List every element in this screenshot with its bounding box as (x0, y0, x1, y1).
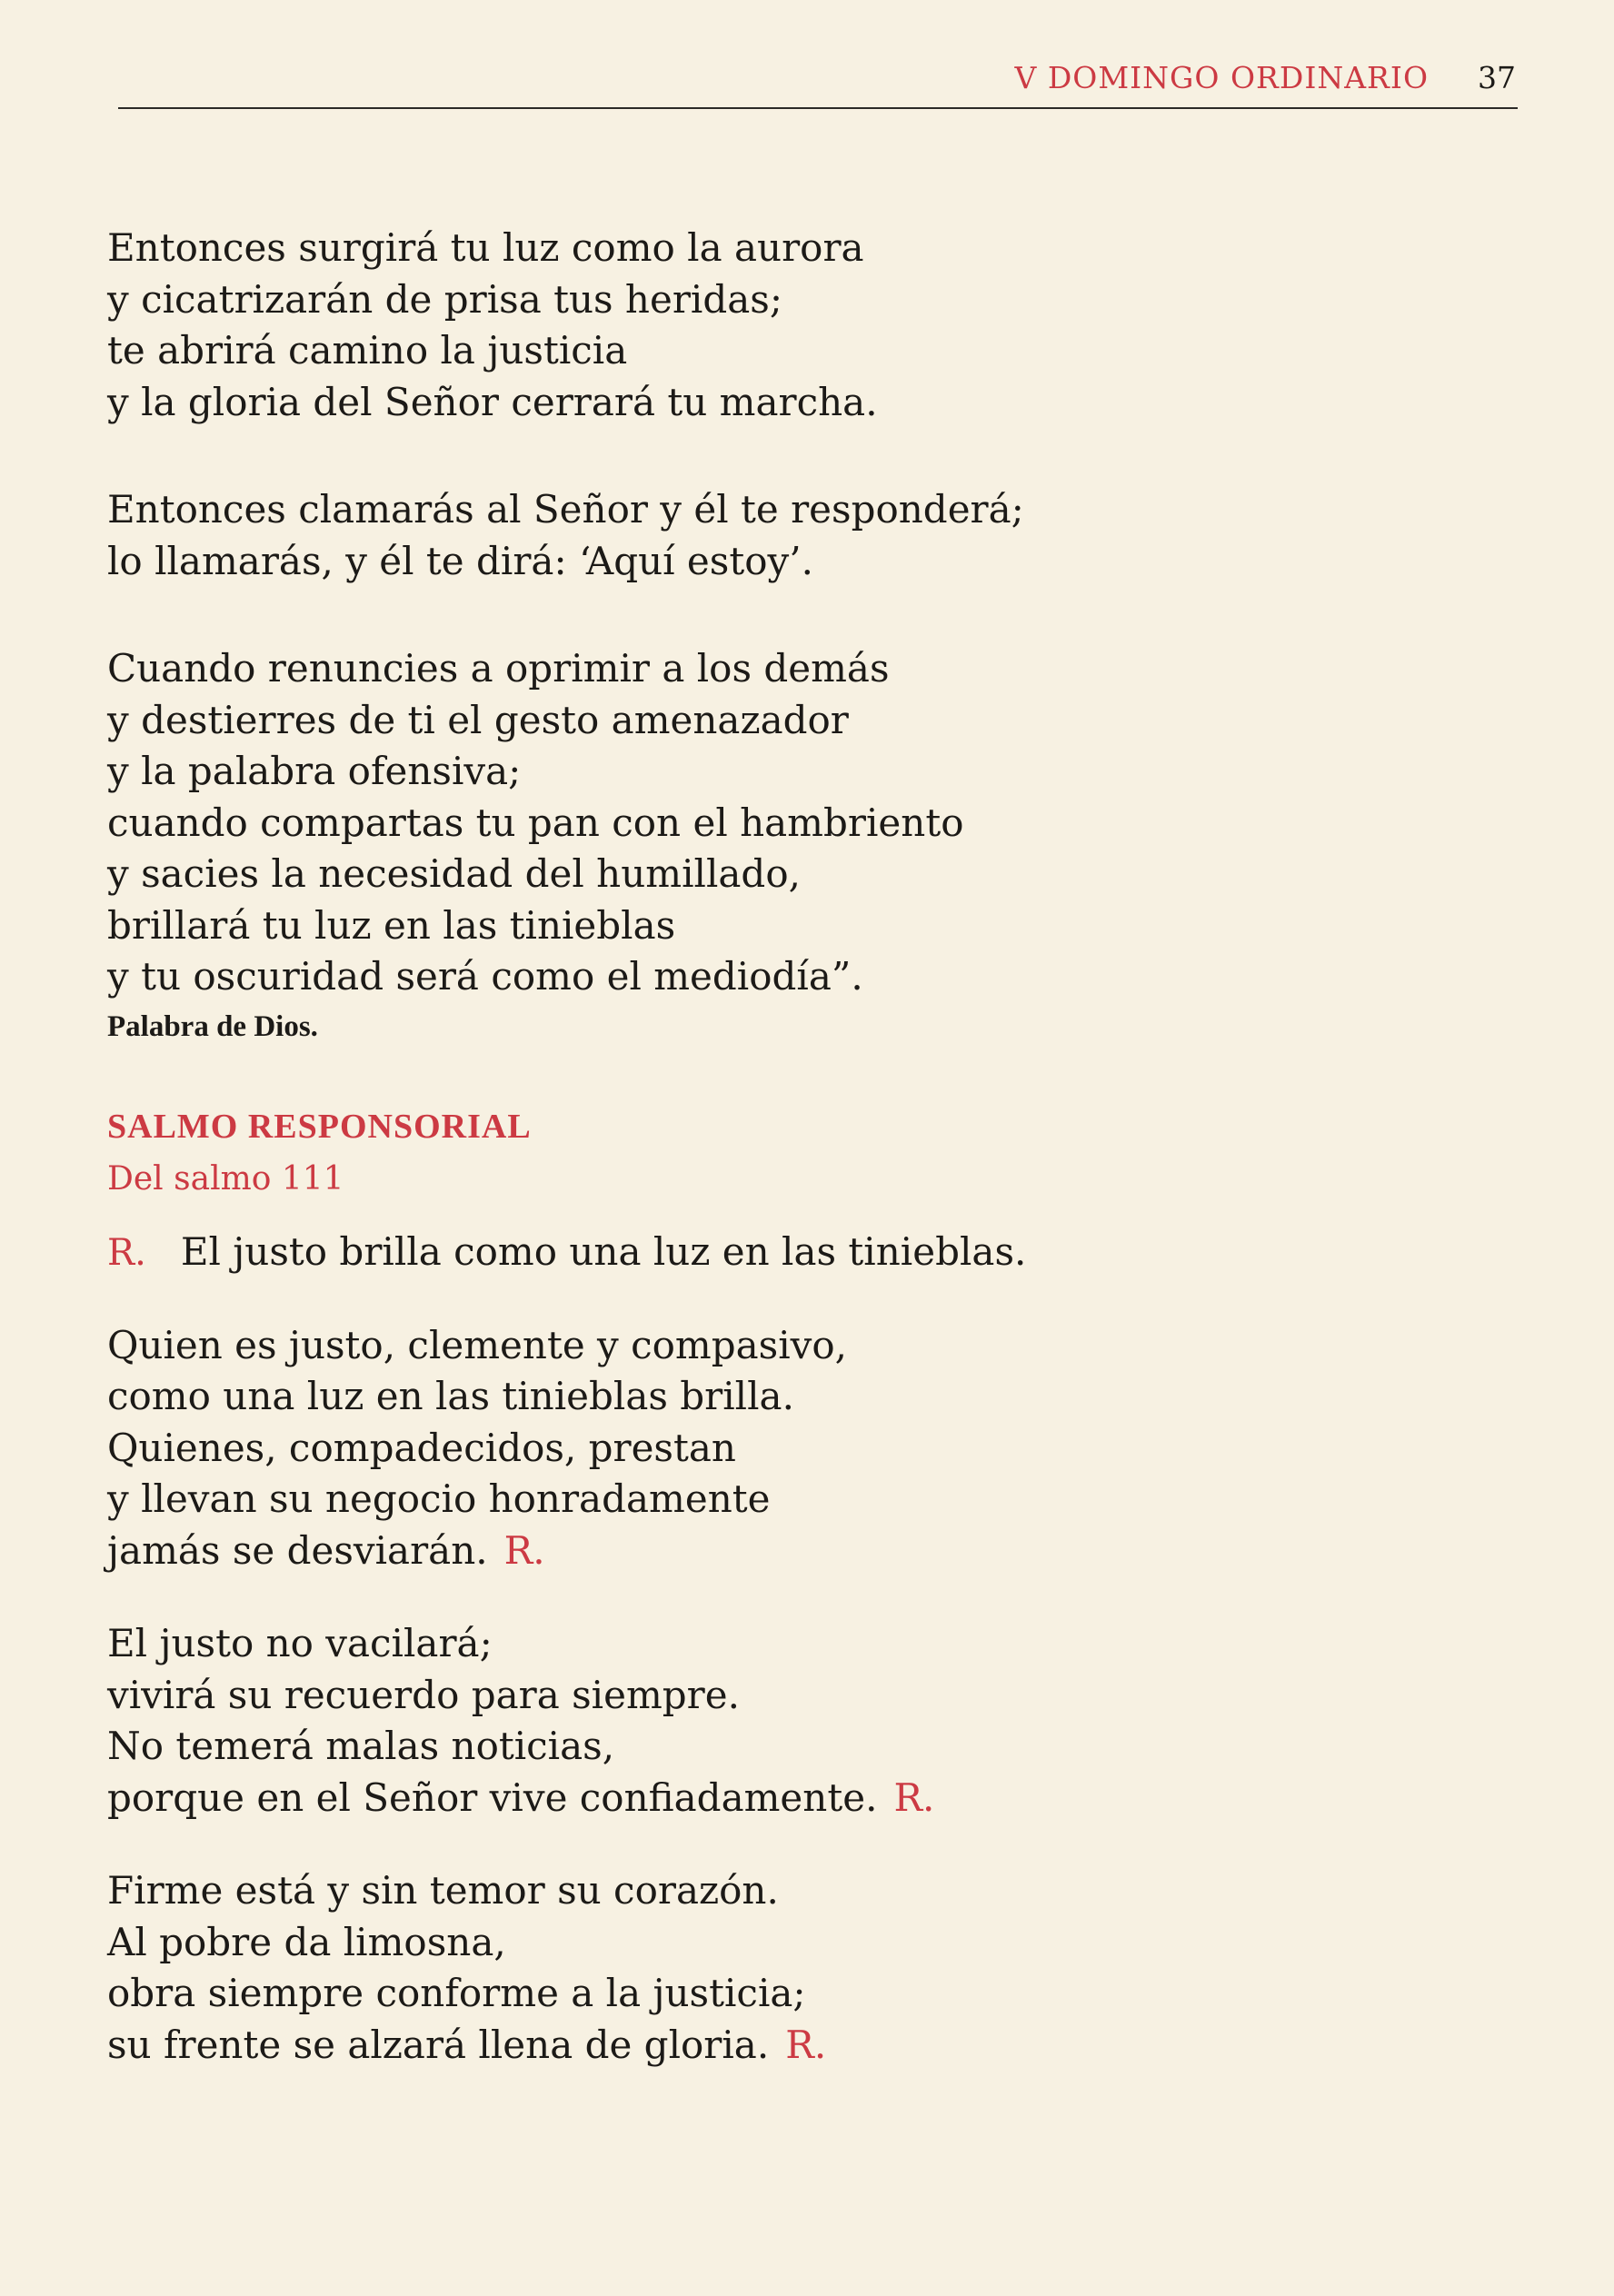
reading-line: te abrirá camino la justicia (107, 328, 628, 373)
psalm-line-text: jamás se desviarán. (107, 1527, 488, 1573)
page-content (107, 223, 1525, 2071)
psalm-line (107, 1526, 1525, 1577)
reading-line: Cuando renuncies a oprimir a los demás (107, 646, 890, 691)
psalm-stanza-1 (107, 1320, 1525, 1577)
reading-stanza-1 (107, 223, 1525, 428)
psalm-line: No temerá malas noticias, (107, 1724, 615, 1768)
psalm-line: Quienes, compadecidos, prestan (107, 1425, 736, 1470)
psalm-line: El justo no vacilará; (107, 1621, 493, 1665)
reading-stanza-2 (107, 484, 1525, 587)
psalm-stanza-2 (107, 1618, 1525, 1824)
psalm-line: Firme está y sin temor su corazón. (107, 1868, 779, 1913)
reading-stanza-3 (107, 643, 1525, 1003)
psalm-line: como una luz en las tinieblas brilla. (107, 1374, 794, 1418)
psalm-line (107, 1773, 1525, 1824)
reading-line: y destierres de ti el gesto amenazador (107, 697, 849, 742)
psalm-line (107, 2020, 1525, 2072)
psalm-line: obra siempre conforme a la justicia; (107, 1971, 806, 2015)
reading-line: Entonces clamarás al Señor y él te responderá; (107, 487, 1024, 532)
page-header (118, 60, 1518, 109)
reading-line: cuando compartas tu pan con el hambriento (107, 800, 964, 845)
response-marker: R. (893, 1774, 935, 1820)
running-title: V DOMINGO ORDINARIO (1014, 60, 1429, 95)
reading-line: y sacies la necesidad del humillado, (107, 851, 801, 896)
reading-line: Entonces surgirá tu luz como la aurora (107, 225, 864, 270)
psalm-title: SALMO RESPONSORIAL (107, 1107, 532, 1146)
reading-line: y tu oscuridad será como el mediodía”. (107, 954, 863, 999)
psalm-line-text: porque en el Señor vive confiadamente. (107, 1774, 878, 1820)
reading-closing: Palabra de Dios. (107, 1009, 318, 1043)
psalm-line: y llevan su negocio honradamente (107, 1476, 771, 1521)
reading-line: y cicatrizarán de prisa tus heridas; (107, 276, 782, 322)
response-text: El justo brilla como una luz en las tinieblas. (180, 1228, 1027, 1274)
psalm-source: Del salmo 111 (107, 1159, 344, 1198)
psalm-line: Quien es justo, clemente y compasivo, (107, 1322, 848, 1367)
psalm-response (107, 1227, 1525, 1278)
psalm-line-text: su frente se alzará llena de gloria. (107, 2022, 770, 2067)
reading-line: y la palabra ofensiva; (107, 749, 522, 793)
response-marker: R. (107, 1231, 146, 1274)
response-marker: R. (503, 1527, 545, 1573)
psalm-line: Al pobre da limosna, (107, 1919, 506, 1964)
psalm-line: vivirá su recuerdo para siempre. (107, 1672, 740, 1717)
page-number: 37 (1478, 60, 1516, 95)
psalm-stanza-3 (107, 1865, 1525, 2071)
reading-line: lo llamarás, y él te dirá: ‘Aquí estoy’. (107, 538, 813, 583)
reading-line: brillará tu luz en las tinieblas (107, 902, 676, 948)
reading-line: y la gloria del Señor cerrará tu marcha. (107, 379, 878, 424)
response-marker: R. (785, 2022, 827, 2067)
